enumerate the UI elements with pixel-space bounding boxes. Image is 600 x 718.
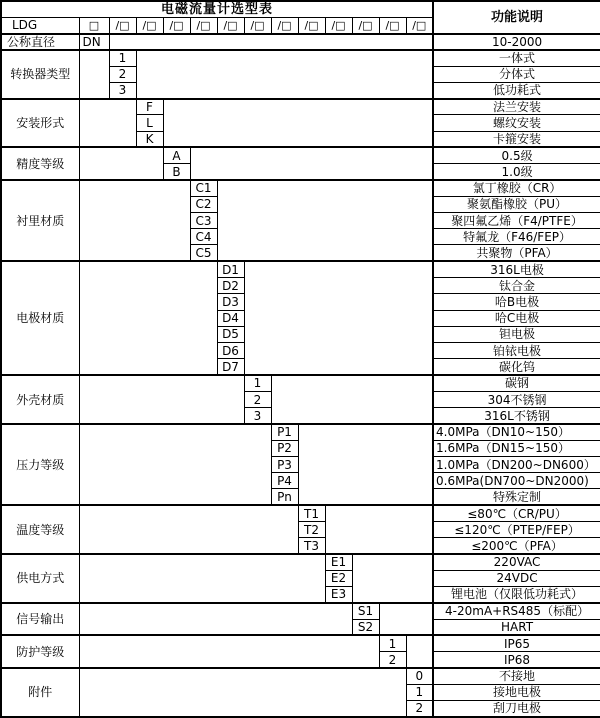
spacer-cell (79, 375, 244, 424)
code-cell: C2 (190, 196, 217, 212)
code-cell: C4 (190, 229, 217, 245)
code-cell: K (136, 131, 163, 147)
description-cell: 聚四氟乙烯（F4/PTFE） (433, 212, 600, 228)
description-cell: 不接地 (433, 668, 600, 684)
code-cell: C5 (190, 245, 217, 261)
spacer-cell (136, 50, 433, 99)
description-cell: 共聚物（PFA） (433, 245, 600, 261)
description-cell: 螺纹安装 (433, 115, 600, 131)
description-cell: 锂电池（仅限低功耗式） (433, 587, 600, 603)
description-cell: 1.0MPa（DN200~DN600） (433, 456, 600, 472)
section-label: 外壳材质 (1, 375, 79, 424)
code-cell: 1 (109, 50, 136, 66)
description-cell: 卡箍安装 (433, 131, 600, 147)
description-cell: 1.0级 (433, 164, 600, 180)
code-cell: P2 (271, 440, 298, 456)
section-label: 压力等级 (1, 424, 79, 505)
description-cell: 分体式 (433, 66, 600, 82)
code-cell: T3 (298, 538, 325, 554)
section-label: 防护等级 (1, 635, 79, 668)
code-cell: C3 (190, 212, 217, 228)
description-cell: 哈C电极 (433, 310, 600, 326)
model-code-slot: /□ (244, 17, 271, 33)
code-cell: D6 (217, 343, 244, 359)
code-cell: DN (79, 34, 109, 50)
description-cell: 220VAC (433, 554, 600, 570)
model-code-slot: /□ (325, 17, 352, 33)
code-cell: Pn (271, 489, 298, 505)
spacer-cell (271, 375, 433, 424)
spacer-cell (79, 50, 109, 99)
model-code-slot: /□ (271, 17, 298, 33)
description-cell: ≤80℃（CR/PU） (433, 505, 600, 521)
spacer-cell (298, 424, 433, 505)
section-label: 电极材质 (1, 261, 79, 375)
code-cell: B (163, 164, 190, 180)
code-cell: C1 (190, 180, 217, 196)
code-cell: 3 (109, 82, 136, 98)
spacer-cell (325, 505, 433, 554)
code-cell: 2 (379, 652, 406, 668)
description-cell: 碳钢 (433, 375, 600, 391)
code-cell: D2 (217, 278, 244, 294)
code-cell: 1 (406, 684, 433, 700)
spacer-cell (79, 635, 379, 668)
description-cell: 0.5级 (433, 147, 600, 163)
table-title: 电磁流量计选型表 (1, 1, 433, 17)
description-cell: 304不锈钢 (433, 391, 600, 407)
model-code-slot: /□ (298, 17, 325, 33)
description-cell: 钛合金 (433, 278, 600, 294)
code-cell: D4 (217, 310, 244, 326)
model-prefix: LDG (1, 17, 79, 33)
description-cell: 碳化钨 (433, 359, 600, 375)
spacer-cell (79, 99, 136, 148)
description-cell: 接地电极 (433, 684, 600, 700)
section-label: 信号输出 (1, 603, 79, 636)
description-cell: 特氟龙（F46/FEP） (433, 229, 600, 245)
code-cell: T1 (298, 505, 325, 521)
code-cell: 1 (244, 375, 271, 391)
code-cell: D5 (217, 326, 244, 342)
code-cell: P4 (271, 473, 298, 489)
description-cell: 刮刀电极 (433, 700, 600, 716)
code-cell: D1 (217, 261, 244, 277)
section-label: 转换器类型 (1, 50, 79, 99)
description-cell: 10-2000 (433, 34, 600, 50)
spacer-cell (79, 261, 217, 375)
model-code-slot: /□ (190, 17, 217, 33)
model-code-slot: /□ (217, 17, 244, 33)
spacer-cell (79, 668, 406, 717)
description-cell: 4-20mA+RS485（标配） (433, 603, 600, 619)
section-label: 精度等级 (1, 147, 79, 180)
model-code-slot: /□ (109, 17, 136, 33)
spacer-cell (79, 180, 190, 261)
description-cell: 法兰安装 (433, 99, 600, 115)
description-cell: 4.0MPa（DN10~150） (433, 424, 600, 440)
description-cell: HART (433, 619, 600, 635)
section-label: 衬里材质 (1, 180, 79, 261)
code-cell: F (136, 99, 163, 115)
section-label-diameter: 公称直径 (1, 34, 79, 50)
description-cell: 钽电极 (433, 326, 600, 342)
description-cell: ≤200℃（PFA） (433, 538, 600, 554)
code-cell: E3 (325, 587, 352, 603)
model-code-slot: /□ (352, 17, 379, 33)
spacer-cell (109, 34, 433, 50)
description-cell: ≤120℃（PTEP/FEP） (433, 522, 600, 538)
model-code-slot: /□ (379, 17, 406, 33)
model-code-slot: /□ (406, 17, 433, 33)
spacer-cell (163, 99, 433, 148)
spacer-cell (352, 554, 433, 603)
code-cell: E2 (325, 570, 352, 586)
model-code-slot: /□ (163, 17, 190, 33)
description-cell: 特殊定制 (433, 489, 600, 505)
code-cell: 0 (406, 668, 433, 684)
code-cell: 2 (109, 66, 136, 82)
code-cell: P3 (271, 456, 298, 472)
code-cell: 1 (379, 635, 406, 651)
code-cell: P1 (271, 424, 298, 440)
section-label: 附件 (1, 668, 79, 717)
code-cell: T2 (298, 522, 325, 538)
spacer-cell (79, 424, 271, 505)
description-cell: IP68 (433, 652, 600, 668)
code-cell: A (163, 147, 190, 163)
description-cell: 1.6MPa（DN15~150） (433, 440, 600, 456)
section-label: 供电方式 (1, 554, 79, 603)
spacer-cell (79, 554, 325, 603)
spacer-cell (244, 261, 433, 375)
code-cell: E1 (325, 554, 352, 570)
model-code-slot: /□ (136, 17, 163, 33)
spacer-cell (79, 505, 298, 554)
spacer-cell (406, 635, 433, 668)
code-cell: S1 (352, 603, 379, 619)
code-cell: 2 (244, 391, 271, 407)
description-cell: 低功耗式 (433, 82, 600, 98)
code-cell: S2 (352, 619, 379, 635)
code-cell: 3 (244, 408, 271, 424)
spacer-cell (79, 603, 352, 636)
description-cell: 316L电极 (433, 261, 600, 277)
description-cell: 316L不锈钢 (433, 408, 600, 424)
spacer-cell (379, 603, 433, 636)
description-cell: 哈B电极 (433, 294, 600, 310)
code-cell: D7 (217, 359, 244, 375)
selection-table-body (1, 1, 600, 717)
spacer-cell (79, 147, 163, 180)
code-cell: D3 (217, 294, 244, 310)
description-cell: 24VDC (433, 570, 600, 586)
function-column-header: 功能说明 (433, 1, 600, 34)
description-cell: 铂铱电极 (433, 343, 600, 359)
model-code-box: □ (79, 17, 109, 33)
section-label: 温度等级 (1, 505, 79, 554)
spacer-cell (190, 147, 433, 180)
description-cell: 0.6MPa(DN700~DN2000) (433, 473, 600, 489)
description-cell: IP65 (433, 635, 600, 651)
description-cell: 一体式 (433, 50, 600, 66)
spacer-cell (217, 180, 433, 261)
section-label: 安装形式 (1, 99, 79, 148)
code-cell: 2 (406, 700, 433, 716)
description-cell: 聚氨酯橡胶（PU） (433, 196, 600, 212)
code-cell: L (136, 115, 163, 131)
description-cell: 氯丁橡胶（CR） (433, 180, 600, 196)
